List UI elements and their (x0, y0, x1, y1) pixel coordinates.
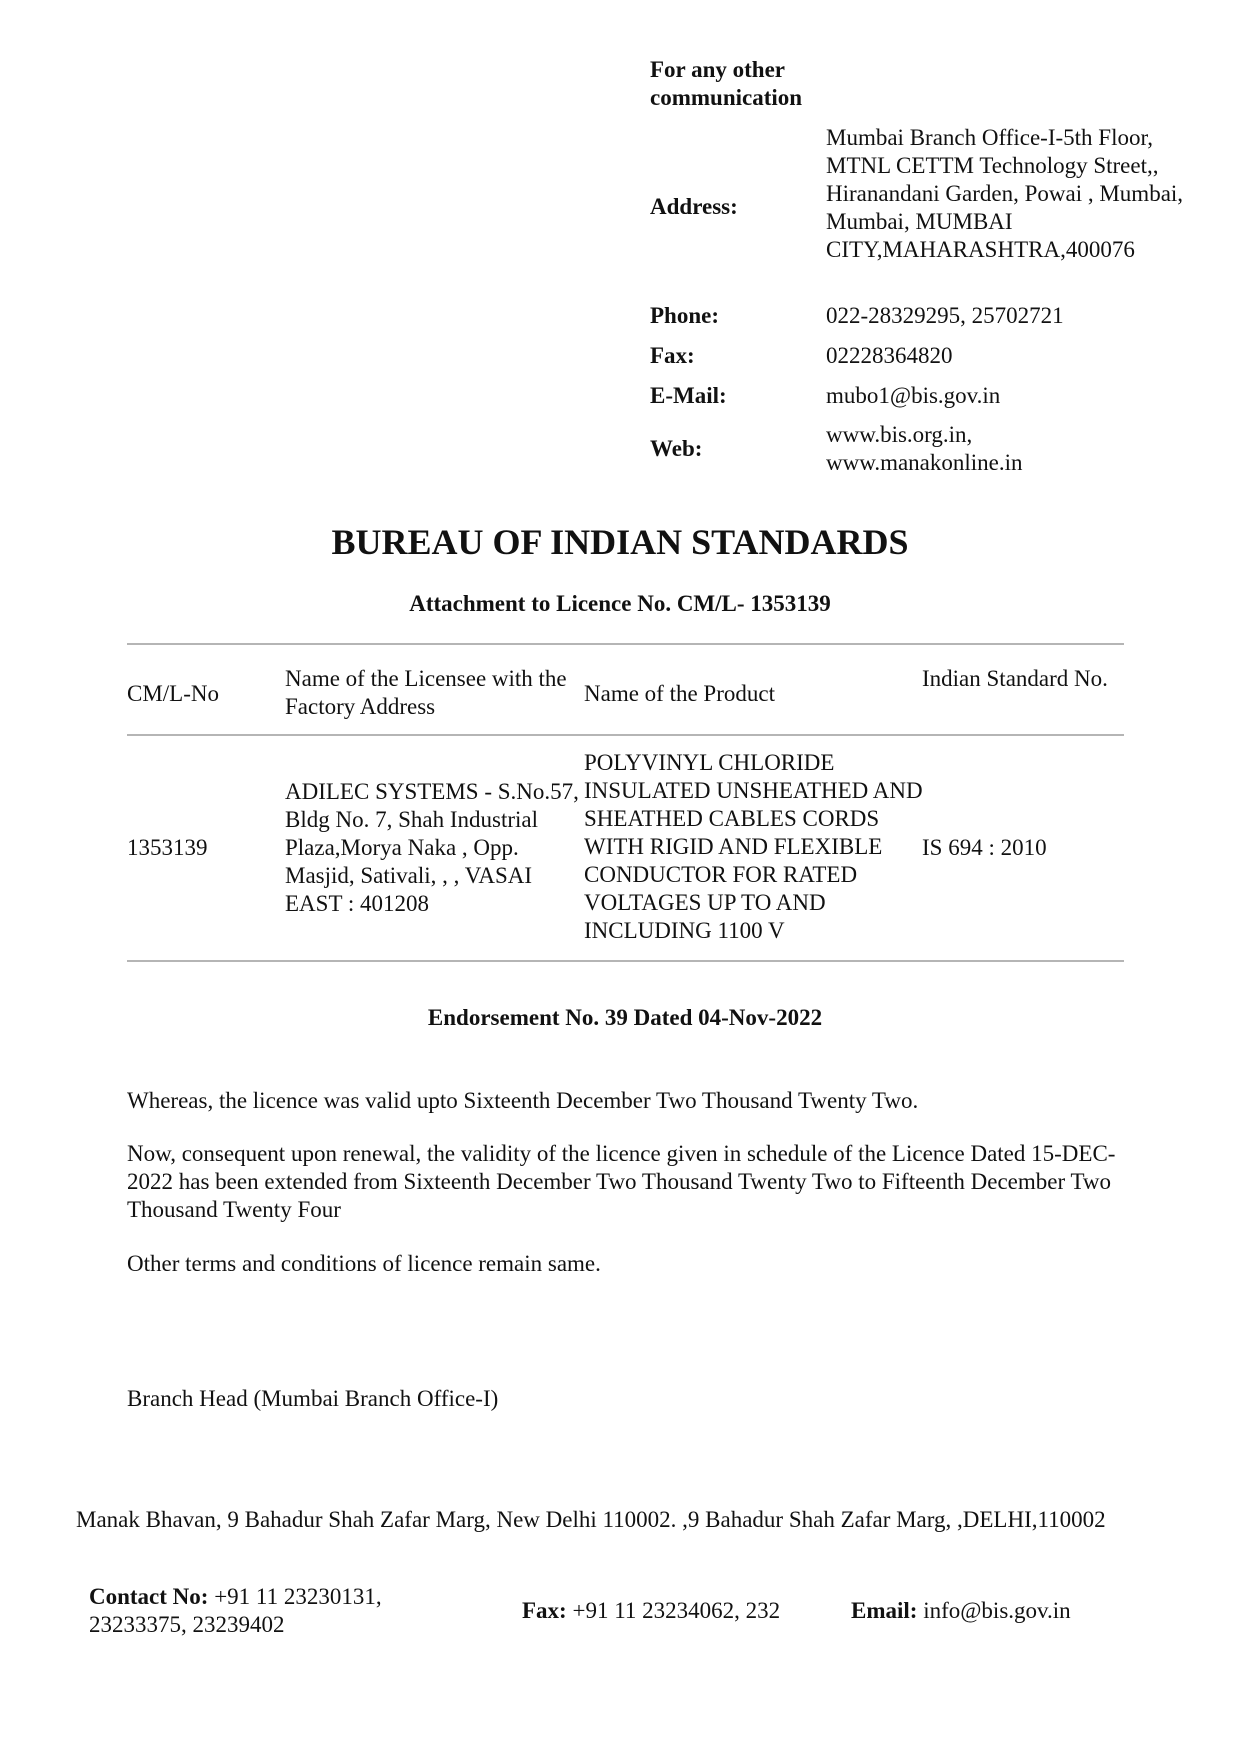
footer-contact-label: Contact No: (89, 1584, 209, 1609)
footer-fax (522, 1597, 822, 1625)
page-subtitle: Attachment to Licence No. CM/L- 1353139 (409, 591, 831, 616)
web-value: www.bis.org.in, www.manakonline.in (826, 422, 1023, 475)
footer-fax-value: +91 11 23234062, 232 (572, 1598, 781, 1623)
phone-value: 022-28329295, 25702721 (826, 303, 1064, 328)
footer-email-value: info@bis.gov.in (923, 1598, 1071, 1623)
footer-email (851, 1597, 1151, 1625)
phone-label: Phone: (650, 303, 719, 328)
fax-label: Fax: (650, 343, 695, 368)
paragraph-terms: Other terms and conditions of licence remain same. (127, 1251, 601, 1276)
header-product: Name of the Product (584, 681, 775, 706)
paragraph-renewal: Now, consequent upon renewal, the validity of the licence given in schedule of the Licence Dated 15-DEC-2022 has been extended from Sixteenth December Two Thousand Twenty Two to Fifteenth December Two Thousand Twenty Four (127, 1141, 1116, 1222)
page-title: BUREAU OF INDIAN STANDARDS (331, 522, 909, 562)
endorsement-heading: Endorsement No. 39 Dated 04-Nov-2022 (427, 1005, 823, 1030)
cell-cml-no: 1353139 (127, 835, 208, 860)
table-top-rule (127, 643, 1124, 645)
cell-licensee: ADILEC SYSTEMS - S.No.57, Bldg No. 7, Shah Industrial Plaza,Morya Naka , Opp. Masjid, Sativali, , , VASAI EAST : 401208 (285, 779, 579, 916)
fax-value: 02228364820 (826, 343, 953, 368)
web-label: Web: (650, 436, 703, 461)
cell-standard: IS 694 : 2010 (922, 835, 1047, 860)
email-label: E-Mail: (650, 383, 727, 408)
table-header-rule (127, 734, 1124, 736)
footer-contact (89, 1583, 449, 1639)
paragraph-validity: Whereas, the licence was valid upto Sixteenth December Two Thousand Twenty Two. (127, 1088, 919, 1113)
cell-product: POLYVINYL CHLORIDE INSULATED UNSHEATHED AND SHEATHED CABLES CORDS WITH RIGID AND FLEXIBLE CONDUCTOR FOR RATED VOLTAGES UP TO AND INCLUDING 1100 V (584, 750, 923, 943)
footer-fax-label: Fax: (522, 1598, 567, 1623)
address-value: Mumbai Branch Office-I-5th Floor, MTNL CETTM Technology Street,, Hiranandani Garden, Powai , Mumbai, Mumbai, MUMBAI CITY,MAHARASHTRA,400076 (826, 125, 1184, 262)
table-bottom-rule (127, 960, 1124, 962)
signature: Branch Head (Mumbai Branch Office-I) (127, 1386, 499, 1411)
footer-address: Manak Bhavan, 9 Bahadur Shah Zafar Marg, New Delhi 110002. ,9 Bahadur Shah Zafar Marg, ,DELHI,110002 (76, 1507, 1106, 1532)
header-cml-no: CM/L-No (127, 681, 219, 706)
footer-contact-value: +91 11 23230131, 23233375, 23239402 (89, 1584, 382, 1637)
header-licensee: Name of the Licensee with the Factory Address (285, 666, 567, 719)
footer-email-label: Email: (851, 1598, 918, 1623)
address-label: Address: (650, 194, 738, 219)
contact-heading: For any other communication (650, 57, 803, 110)
email-value: mubo1@bis.gov.in (826, 383, 1001, 408)
header-standard: Indian Standard No. (922, 666, 1108, 691)
